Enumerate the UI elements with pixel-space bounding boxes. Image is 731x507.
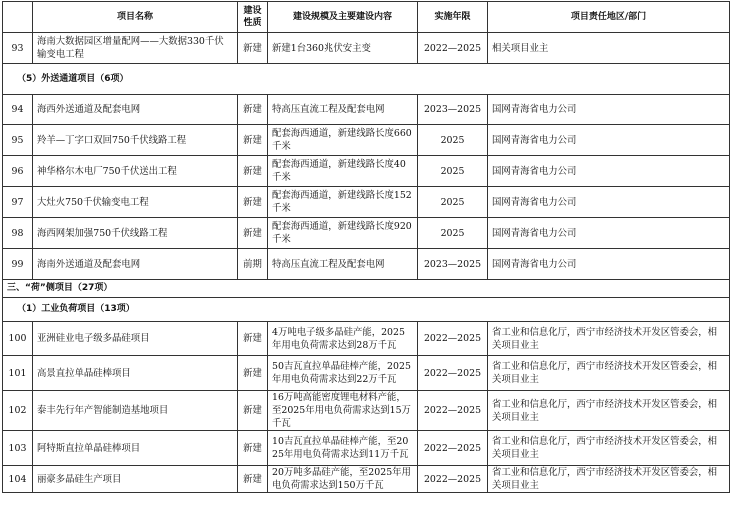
construction-content: 20万吨多晶硅产能，至2025年用电负荷需求达到150万千瓦	[268, 466, 418, 493]
project-name: 海西外送通道及配套电网	[33, 95, 238, 125]
project-name: 海南大数据园区增量配网——大数据330千伏输变电工程	[33, 33, 238, 64]
header-period: 实施年限	[418, 2, 488, 33]
implementation-period: 2023—2025	[418, 95, 488, 125]
construction-nature: 新建	[238, 125, 268, 156]
table-header-row	[3, 2, 730, 33]
row-number: 101	[3, 356, 33, 391]
header-project-name: 项目名称	[33, 2, 238, 33]
table-row	[3, 218, 730, 249]
project-name: 丽豪多晶硅生产项目	[33, 466, 238, 493]
construction-content: 新建1台360兆伏安主变	[268, 33, 418, 64]
responsible-department: 省工业和信息化厅，西宁市经济技术开发区管委会，相关项目业主	[488, 431, 730, 466]
project-table	[2, 1, 730, 493]
construction-nature: 新建	[238, 391, 268, 431]
implementation-period: 2022—2025	[418, 391, 488, 431]
implementation-period: 2022—2025	[418, 431, 488, 466]
construction-content: 4万吨电子级多晶硅产能，2025年用电负荷需求达到28万千瓦	[268, 322, 418, 356]
implementation-period: 2025	[418, 125, 488, 156]
construction-nature: 新建	[238, 187, 268, 218]
construction-nature: 新建	[238, 95, 268, 125]
section-title: 三、“荷”侧项目（27项）	[3, 280, 730, 298]
project-name: 羚羊—丁字口双回750千伏线路工程	[33, 125, 238, 156]
construction-nature: 新建	[238, 356, 268, 391]
construction-nature: 新建	[238, 33, 268, 64]
table-row	[3, 356, 730, 391]
project-name: 阿特斯直拉单晶硅棒项目	[33, 431, 238, 466]
row-number: 93	[3, 33, 33, 64]
table-body	[3, 33, 730, 493]
implementation-period: 2025	[418, 218, 488, 249]
section-title: （1）工业负荷项目（13项）	[3, 298, 730, 322]
header-responsible: 项目责任地区/部门	[488, 2, 730, 33]
responsible-department: 省工业和信息化厅，西宁市经济技术开发区管委会，相关项目业主	[488, 356, 730, 391]
row-number: 96	[3, 156, 33, 187]
row-number: 104	[3, 466, 33, 493]
responsible-department: 国网青海省电力公司	[488, 218, 730, 249]
project-name: 海南外送通道及配套电网	[33, 249, 238, 280]
implementation-period: 2022—2025	[418, 356, 488, 391]
subsection-row	[3, 298, 730, 322]
responsible-department: 省工业和信息化厅，西宁市经济技术开发区管委会，相关项目业主	[488, 466, 730, 493]
construction-nature: 新建	[238, 322, 268, 356]
implementation-period: 2025	[418, 156, 488, 187]
construction-nature: 前期	[238, 249, 268, 280]
row-number: 99	[3, 249, 33, 280]
table-row	[3, 125, 730, 156]
project-name: 亚洲硅业电子级多晶硅项目	[33, 322, 238, 356]
table-row	[3, 33, 730, 64]
row-number: 97	[3, 187, 33, 218]
row-number: 102	[3, 391, 33, 431]
implementation-period: 2025	[418, 187, 488, 218]
project-name: 大灶火750千伏输变电工程	[33, 187, 238, 218]
project-name: 海西网架加强750千伏线路工程	[33, 218, 238, 249]
construction-nature: 新建	[238, 431, 268, 466]
implementation-period: 2023—2025	[418, 249, 488, 280]
implementation-period: 2022—2025	[418, 33, 488, 64]
category-row	[3, 280, 730, 298]
table-row	[3, 156, 730, 187]
responsible-department: 国网青海省电力公司	[488, 95, 730, 125]
construction-content: 特高压直流工程及配套电网	[268, 249, 418, 280]
header-no	[3, 2, 33, 33]
project-name: 神华格尔木电厂750千伏送出工程	[33, 156, 238, 187]
responsible-department: 国网青海省电力公司	[488, 187, 730, 218]
table-row	[3, 391, 730, 431]
table-row	[3, 322, 730, 356]
table-row	[3, 95, 730, 125]
row-number: 100	[3, 322, 33, 356]
construction-content: 配套海西通道，新建线路长度660千米	[268, 125, 418, 156]
construction-nature: 新建	[238, 156, 268, 187]
construction-content: 配套海西通道，新建线路长度920千米	[268, 218, 418, 249]
responsible-department: 省工业和信息化厅，西宁市经济技术开发区管委会，相关项目业主	[488, 322, 730, 356]
responsible-department: 国网青海省电力公司	[488, 249, 730, 280]
implementation-period: 2022—2025	[418, 466, 488, 493]
header-content: 建设规模及主要建设内容	[268, 2, 418, 33]
table-row	[3, 187, 730, 218]
section-title: （5）外送通道项目（6项）	[3, 64, 730, 95]
construction-content: 配套海西通道，新建线路长度152千米	[268, 187, 418, 218]
construction-content: 特高压直流工程及配套电网	[268, 95, 418, 125]
construction-content: 16万吨高能密度锂电材料产能，至2025年用电负荷需求达到15万千瓦	[268, 391, 418, 431]
table-row	[3, 466, 730, 493]
construction-nature: 新建	[238, 466, 268, 493]
table-row	[3, 431, 730, 466]
construction-content: 10吉瓦直拉单晶硅棒产能，至2025年用电负荷需求达到11万千瓦	[268, 431, 418, 466]
table-row	[3, 249, 730, 280]
implementation-period: 2022—2025	[418, 322, 488, 356]
construction-content: 配套海西通道，新建线路长度40千米	[268, 156, 418, 187]
header-nature: 建设性质	[238, 2, 268, 33]
project-name: 泰丰先行年产智能制造基地项目	[33, 391, 238, 431]
responsible-department: 相关项目业主	[488, 33, 730, 64]
row-number: 103	[3, 431, 33, 466]
row-number: 94	[3, 95, 33, 125]
responsible-department: 国网青海省电力公司	[488, 156, 730, 187]
row-number: 98	[3, 218, 33, 249]
project-name: 高景直拉单晶硅棒项目	[33, 356, 238, 391]
responsible-department: 省工业和信息化厅，西宁市经济技术开发区管委会，相关项目业主	[488, 391, 730, 431]
construction-nature: 新建	[238, 218, 268, 249]
construction-content: 50吉瓦直拉单晶硅棒产能，2025年用电负荷需求达到22万千瓦	[268, 356, 418, 391]
subsection-row	[3, 64, 730, 95]
row-number: 95	[3, 125, 33, 156]
responsible-department: 国网青海省电力公司	[488, 125, 730, 156]
